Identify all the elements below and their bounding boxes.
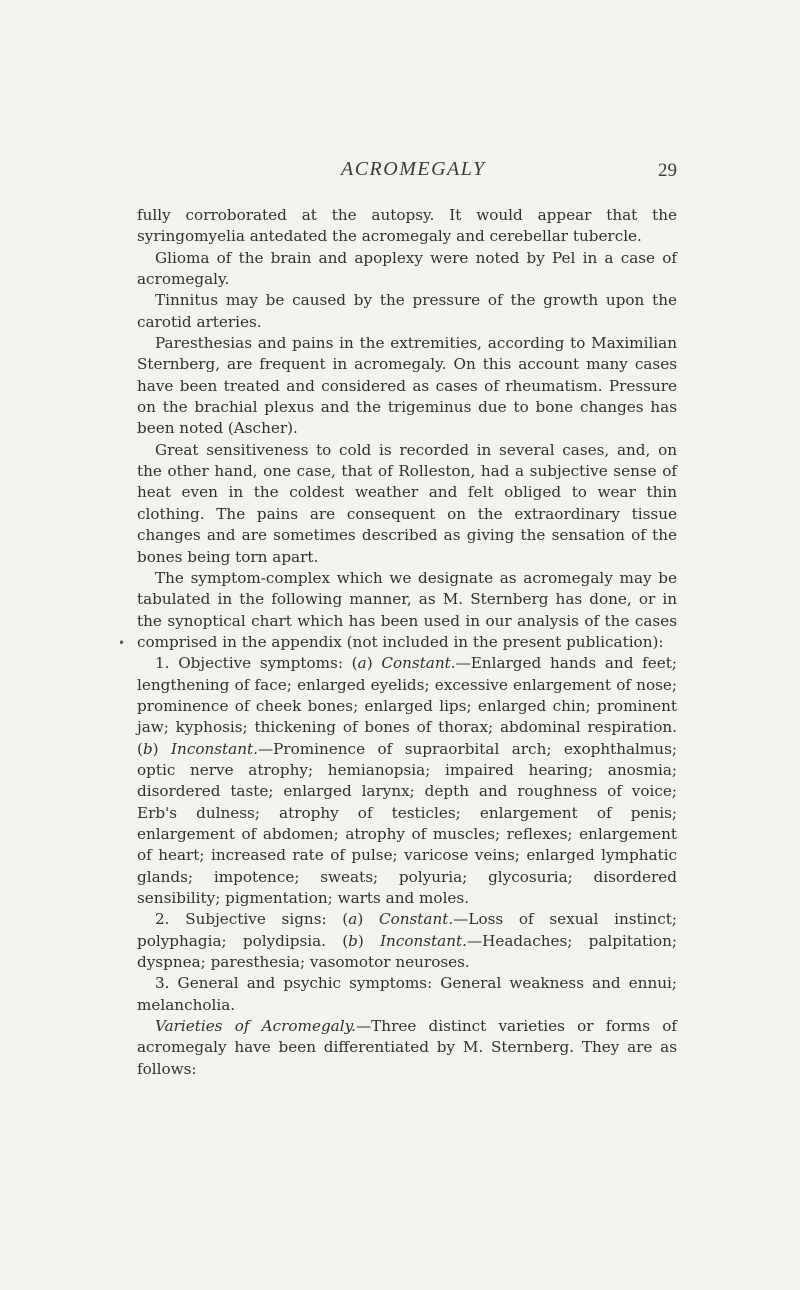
- paragraph-varieties: Varieties of Acromegaly.—Three distinct varieties or forms of acromegaly have been differentiated by M. Sternberg. They are as follows:: [137, 1017, 677, 1078]
- page-number: 29: [658, 160, 677, 181]
- varieties-heading: Varieties of Acromegaly.: [155, 1017, 356, 1036]
- margin-mark-left: •: [118, 636, 126, 650]
- paragraph-sensitiveness: Great sensitiveness to cold is recorded in several cases, and, on the other hand, one case, that of Rolleston, had a subjective sense of heat even in the coldest weather and felt obliged to wear thin clothing. The pains are consequent on the extraordinary tissue changes and are sometimes described as giving the sensation of the bones being torn apart.: [137, 440, 677, 566]
- paragraph-glioma: Glioma of the brain and apoplexy were noted by Pel in a case of acromegaly.: [137, 248, 677, 289]
- page-header: [137, 156, 677, 186]
- paragraph-tinnitus: Tinnitus may be caused by the pressure of the growth upon the carotid arteries.: [137, 291, 677, 331]
- running-head: ACROMEGALY: [341, 158, 486, 180]
- paragraph-paresthesias: Paresthesias and pains in the extremities, according to Maximilian Sternberg, are frequent in acromegaly. On this account many cases have been treated and considered as cases of rheumatism. Pressure on the brachial plexus and the trigeminus due to bone changes has been noted (Ascher).: [137, 334, 677, 438]
- list-item-general-symptoms: 3. General and psychic symptoms: General weakness and ennui; melancholia.: [137, 974, 677, 1014]
- body-text: [137, 205, 677, 1080]
- paragraph-symptom-complex: The symptom-complex which we designate as acromegaly may be tabulated in the following manner, as M. Sternberg has done, or in the synoptical chart which has been used in our analysis of the cases comprised in the appendix (not included in the present publication):: [137, 568, 677, 651]
- list-item-objective-symptoms: 1. Objective symptoms: (a) Constant.—Enlarged hands and feet; lengthening of face; enlarged eyelids; excessive enlargement of nose; prominence of cheek bones; enlarged lips; enlarged chin; prominent jaw; kyphosis; thickening of bones of thorax; abdominal respiration. (b) Inconstant.—Prominence of supraorbital arch; exophthalmus; optic nerve atrophy; hemianopsia; impaired hearing; anosmia; disordered taste; enlarged larynx; depth and roughness of voice; Erb's dulness; atrophy of testicles; enlargement of penis; enlargement of abdomen; atrophy of muscles; reflexes; enlargement of heart; increased rate of pulse; varicose veins; enlarged lymphatic glands; impotence; sweats; polyuria; glycosuria; disordered sensibility; pigmentation; warts and moles.: [137, 654, 677, 907]
- paragraph-continued: fully corroborated at the autopsy. It would appear that the syringomyelia antedated the acromegaly and cerebellar tubercle.: [137, 206, 677, 246]
- list-item-subjective-signs: 2. Subjective signs: (a) Constant.—Loss of sexual instinct; polyphagia; polydipsia. (b) Inconstant.—Headaches; palpitation; dyspnea; paresthesia; vasomotor neuroses.: [137, 910, 677, 972]
